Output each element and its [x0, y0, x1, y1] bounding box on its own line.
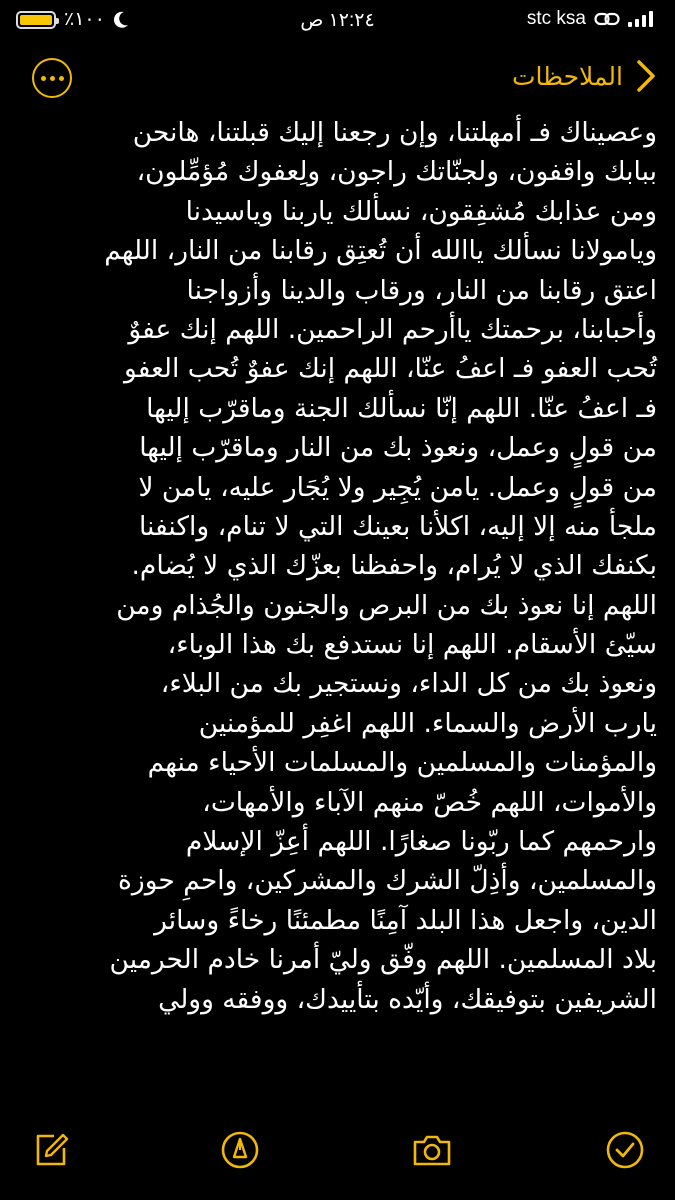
note-line: بلاد المسلمين. اللهم وفّق وليّ أمرنا خادم الحرمين — [109, 944, 657, 976]
note-line: ويامولانا نسألك ياالله أن تُعتِق رقابنا من النار، اللهم — [104, 235, 657, 267]
back-button[interactable] — [512, 56, 663, 96]
note-line: يارب الأرض والسماء. اللهم اغفِر للمؤمنين — [198, 707, 657, 739]
nav-bar — [0, 52, 675, 104]
note-line: ومن عذابك مُشفِقون، نسألك ياربنا وياسيدنا — [185, 195, 657, 227]
camera-button[interactable] — [408, 1126, 456, 1174]
status-bar — [0, 0, 675, 40]
compose-button[interactable] — [26, 1126, 74, 1174]
compose-icon — [30, 1130, 70, 1170]
note-line: سيّئ الأسقام. اللهم إنا نستدفع بك هذا الوباء، — [167, 629, 657, 661]
note-line: اللهم إنا نعوذ بك من البرص والجنون والجُذام ومن — [116, 589, 657, 621]
note-line: اعتق رقابنا من النار، ورقاب والدينا وأزواجنا — [186, 274, 657, 306]
checklist-button[interactable] — [601, 1126, 649, 1174]
note-line: فـ اعفُ عنّا. اللهم إنّا نسألك الجنة وماقرّب إليها — [146, 392, 657, 424]
note-line: وعصيناك فـ أمهلتنا، وإن رجعنا إليك قبلتنا، هانحن — [132, 117, 657, 148]
markup-button[interactable] — [216, 1126, 264, 1174]
note-line: ملجأ منه إلا إليه، اكلأنا بعينك التي لا تنام، واكنفنا — [138, 510, 657, 542]
note-line: والأموات، اللهم خُصّ منهم الآباء والأمهات، — [202, 786, 657, 818]
note-line: ببابك واقفون، ولجنّاتك راجون، ولِعفوك مُؤمِّلون، — [136, 156, 657, 188]
chevron-right-icon — [629, 56, 663, 96]
note-line: ونعوذ بك من كل الداء، ونستجير بك من البلاء، — [160, 668, 657, 700]
moon-icon — [113, 11, 129, 29]
note-line: من قولٍ وعمل، ونعوذ بك من النار وماقرّب إليها — [139, 432, 657, 464]
note-line: بكنفك الذي لا يُرام، واحفظنا بعزّك الذي لا يُضام. — [131, 550, 657, 582]
more-options-button[interactable] — [32, 58, 72, 98]
battery-percent: ٪١٠٠ — [64, 9, 105, 30]
checklist-icon — [605, 1130, 645, 1170]
note-line: وأحبابنا، برحمتك ياأرحم الراحمين. اللهم إنك عفوٌ — [128, 313, 657, 345]
note-line: الشريفين بتوفيقك، وأيّده بتأييدك، ووفقه وولي — [158, 983, 657, 1015]
battery-icon — [16, 11, 56, 29]
note-line: وارحمهم كما ربّونا صغارًا. اللهم أعِزّ الإسلام — [185, 826, 657, 858]
note-line: الدين، واجعل هذا البلد آمِنًا مطمئنًا رخاءً وسائر — [154, 904, 657, 936]
note-body[interactable] — [12, 113, 657, 1019]
carrier-label: stc ksa — [526, 8, 586, 29]
note-line: والمؤمنات والمسلمين والمسلمات الأحياء منهم — [147, 747, 657, 779]
note-line: والمسلمين، وأذِلّ الشرك والمشركين، واحمِ حوزة — [118, 865, 657, 897]
note-line: من قولٍ وعمل. يامن يُجِير ولا يُجَار عليه، يامن لا — [138, 471, 657, 503]
note-line: تُحب العفو فـ اعفُ عنّا، اللهم إنك عفوٌ تُحب العفو — [124, 353, 657, 385]
status-left-group — [16, 8, 129, 31]
camera-icon — [411, 1132, 453, 1168]
markup-pen-icon — [220, 1130, 260, 1170]
status-time: ١٢:٢٤ ص — [300, 10, 375, 31]
ellipsis-icon — [41, 76, 46, 81]
back-label: الملاحظات — [511, 61, 623, 91]
bottom-toolbar — [0, 1110, 675, 1200]
